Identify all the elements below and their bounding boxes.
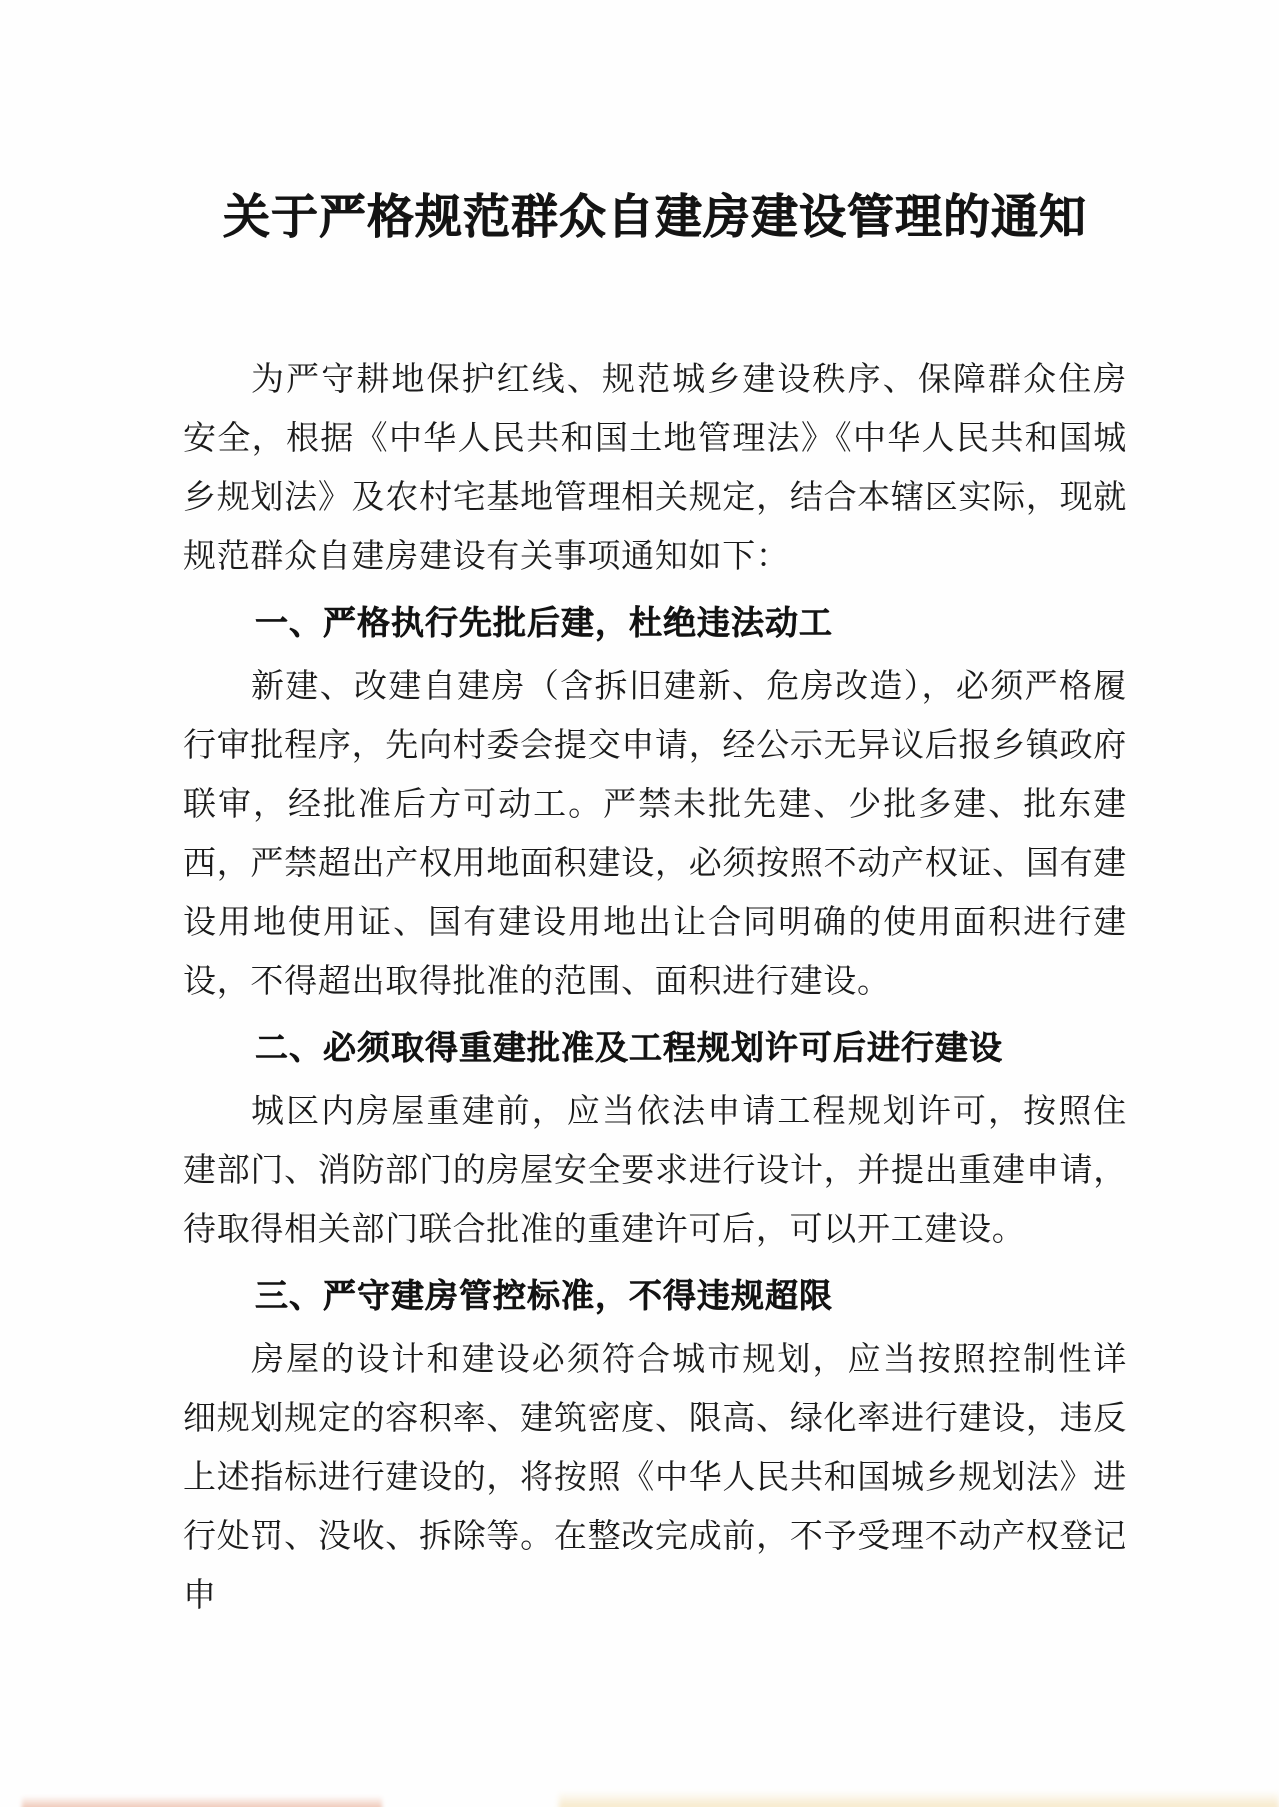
- section-3-paragraph: 房屋的设计和建设必须符合城市规划，应当按照控制性详细规划规定的容积率、建筑密度、限高、绿化率进行建设，违反上述指标进行建设的，将按照《中华人民共和国城乡规划法》进行处罚、没收、拆除等。在整改完成前，不予受理不动产权登记申: [183, 1342, 1127, 1614]
- section-2-paragraph: 城区内房屋重建前，应当依法申请工程规划许可，按照住建部门、消防部门的房屋安全要求进行设计，并提出重建申请，待取得相关部门联合批准的重建许可后，可以开工建设。: [183, 1094, 1127, 1248]
- document-title: 关于严格规范群众自建房建设管理的通知: [223, 190, 1087, 243]
- intro-paragraph: 为严守耕地保护红线、规范城乡建设秩序、保障群众住房安全，根据《中华人民共和国土地管理法》《中华人民共和国城乡规划法》及农村宅基地管理相关规定，结合本辖区实际，现就规范群众自建房建设有关事项通知如下：: [183, 362, 1127, 575]
- section-1-paragraph: 新建、改建自建房（含拆旧建新、危房改造），必须严格履行审批程序，先向村委会提交申请，经公示无异议后报乡镇政府联审，经批准后方可动工。严禁未批先建、少批多建、批东建西，严禁超出产权用地面积建设，必须按照不动产权证、国有建设用地使用证、国有建设用地出让合同明确的使用面积进行建设，不得超出取得批准的范围、面积进行建设。: [183, 669, 1127, 1000]
- section-3-heading: 三、严守建房管控标准，不得违规超限: [255, 1277, 833, 1314]
- section-2-heading: 二、必须取得重建批准及工程规划许可后进行建设: [255, 1029, 1003, 1066]
- section-1-heading: 一、严格执行先批后建，杜绝违法动工: [255, 604, 833, 641]
- photo-edge-artifact-left: [22, 1796, 382, 1807]
- photo-edge-artifact-right: [559, 1791, 1279, 1807]
- document-content: [183, 0, 1127, 1626]
